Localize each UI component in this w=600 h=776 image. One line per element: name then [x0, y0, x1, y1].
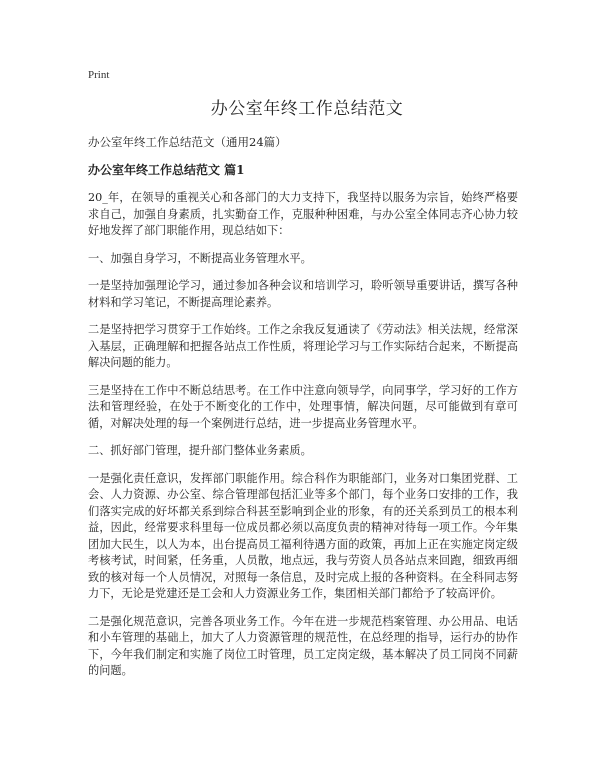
- paragraph-intro: 20_年，在领导的重视关心和各部门的大力支持下，我坚持以服务为宗旨，始终严格要求自己，加强自身素质，扎实勤奋工作，克服种种困难，与办公室全体同志齐心协力较好地发挥了部门职能作用，现总结如下：: [88, 191, 518, 237]
- paragraph-standardization: 二是强化规范意识，完善各项业务工作。今年在进一步规范档案管理、办公用品、电话和小车管理的基础上，加大了人力资源管理的规范性，在总经理的指导，运行办的协作下，今年我们制定和实施了岗位工时管理，员工定岗定级，基本解决了员工同岗不同薪的问题。: [88, 614, 518, 677]
- paragraph-learning-practice: 二是坚持把学习贯穿于工作始终。工作之余我反复通读了《劳动法》相关法规，经常深入基层，正确理解和把握各站点工作性质，将理论学习与工作实际结合起来，不断提高解决问题的能力。: [88, 323, 518, 369]
- document-title: 办公室年终工作总结范文: [210, 99, 404, 119]
- print-link[interactable]: Print: [88, 69, 110, 81]
- paragraph-reflection: 三是坚持在工作中不断总结思考。在工作中注意向领导学，向同事学，学习好的工作方法和管理经验，在处于不断变化的工作中，处理事情，解决问题，尽可能做到有章可循，对解决处理的每一个案例进行总结，进一步提高业务管理水平。: [88, 383, 518, 430]
- paragraph-heading-2: 二、抓好部门管理，提升部门整体业务素质。: [88, 444, 312, 457]
- paragraph-theory-study: 一是坚持加强理论学习，通过参加各种会议和培训学习，聆听领导重要讲话，撰写各种材料和学习笔记，不断提高理论素养。: [88, 279, 518, 309]
- section-heading: 办公室年终工作总结范文 篇1: [88, 163, 245, 177]
- paragraph-heading-1: 一、加强自身学习，不断提高业务管理水平。: [88, 251, 312, 265]
- document-subtitle: 办公室年终工作总结范文（通用24篇）: [88, 135, 287, 149]
- paragraph-responsibility: 一是强化责任意识，发挥部门职能作用。综合科作为职能部门，业务对口集团党群、工会、人力资源、办公室、综合管理部包括汇业等多个部门，每个业务口安排的工作，我们落实完成的好坏都关系到综合科甚至影响到企业的形象，有的还关系到员工的根本利益，因此，经常要求科里每一位成员都必须以高度负责的精神对待每一项工作。今年集团加大民生，以人为本，出台提高员工福利待遇方面的政策，再加上正在实施定岗定级考核考试，时间紧，任务重，人员散，地点远，我与劳资人员各站点来回跑，细致再细致的核对每一个人员情况，对照每一条信息，及时完成上报的各种资料。在全科同志努力下，无论是党建还是工会和人力资源业务工作，集团相关部门都给予了较高评价。: [88, 471, 518, 600]
- document-page: [88, 68, 518, 691]
